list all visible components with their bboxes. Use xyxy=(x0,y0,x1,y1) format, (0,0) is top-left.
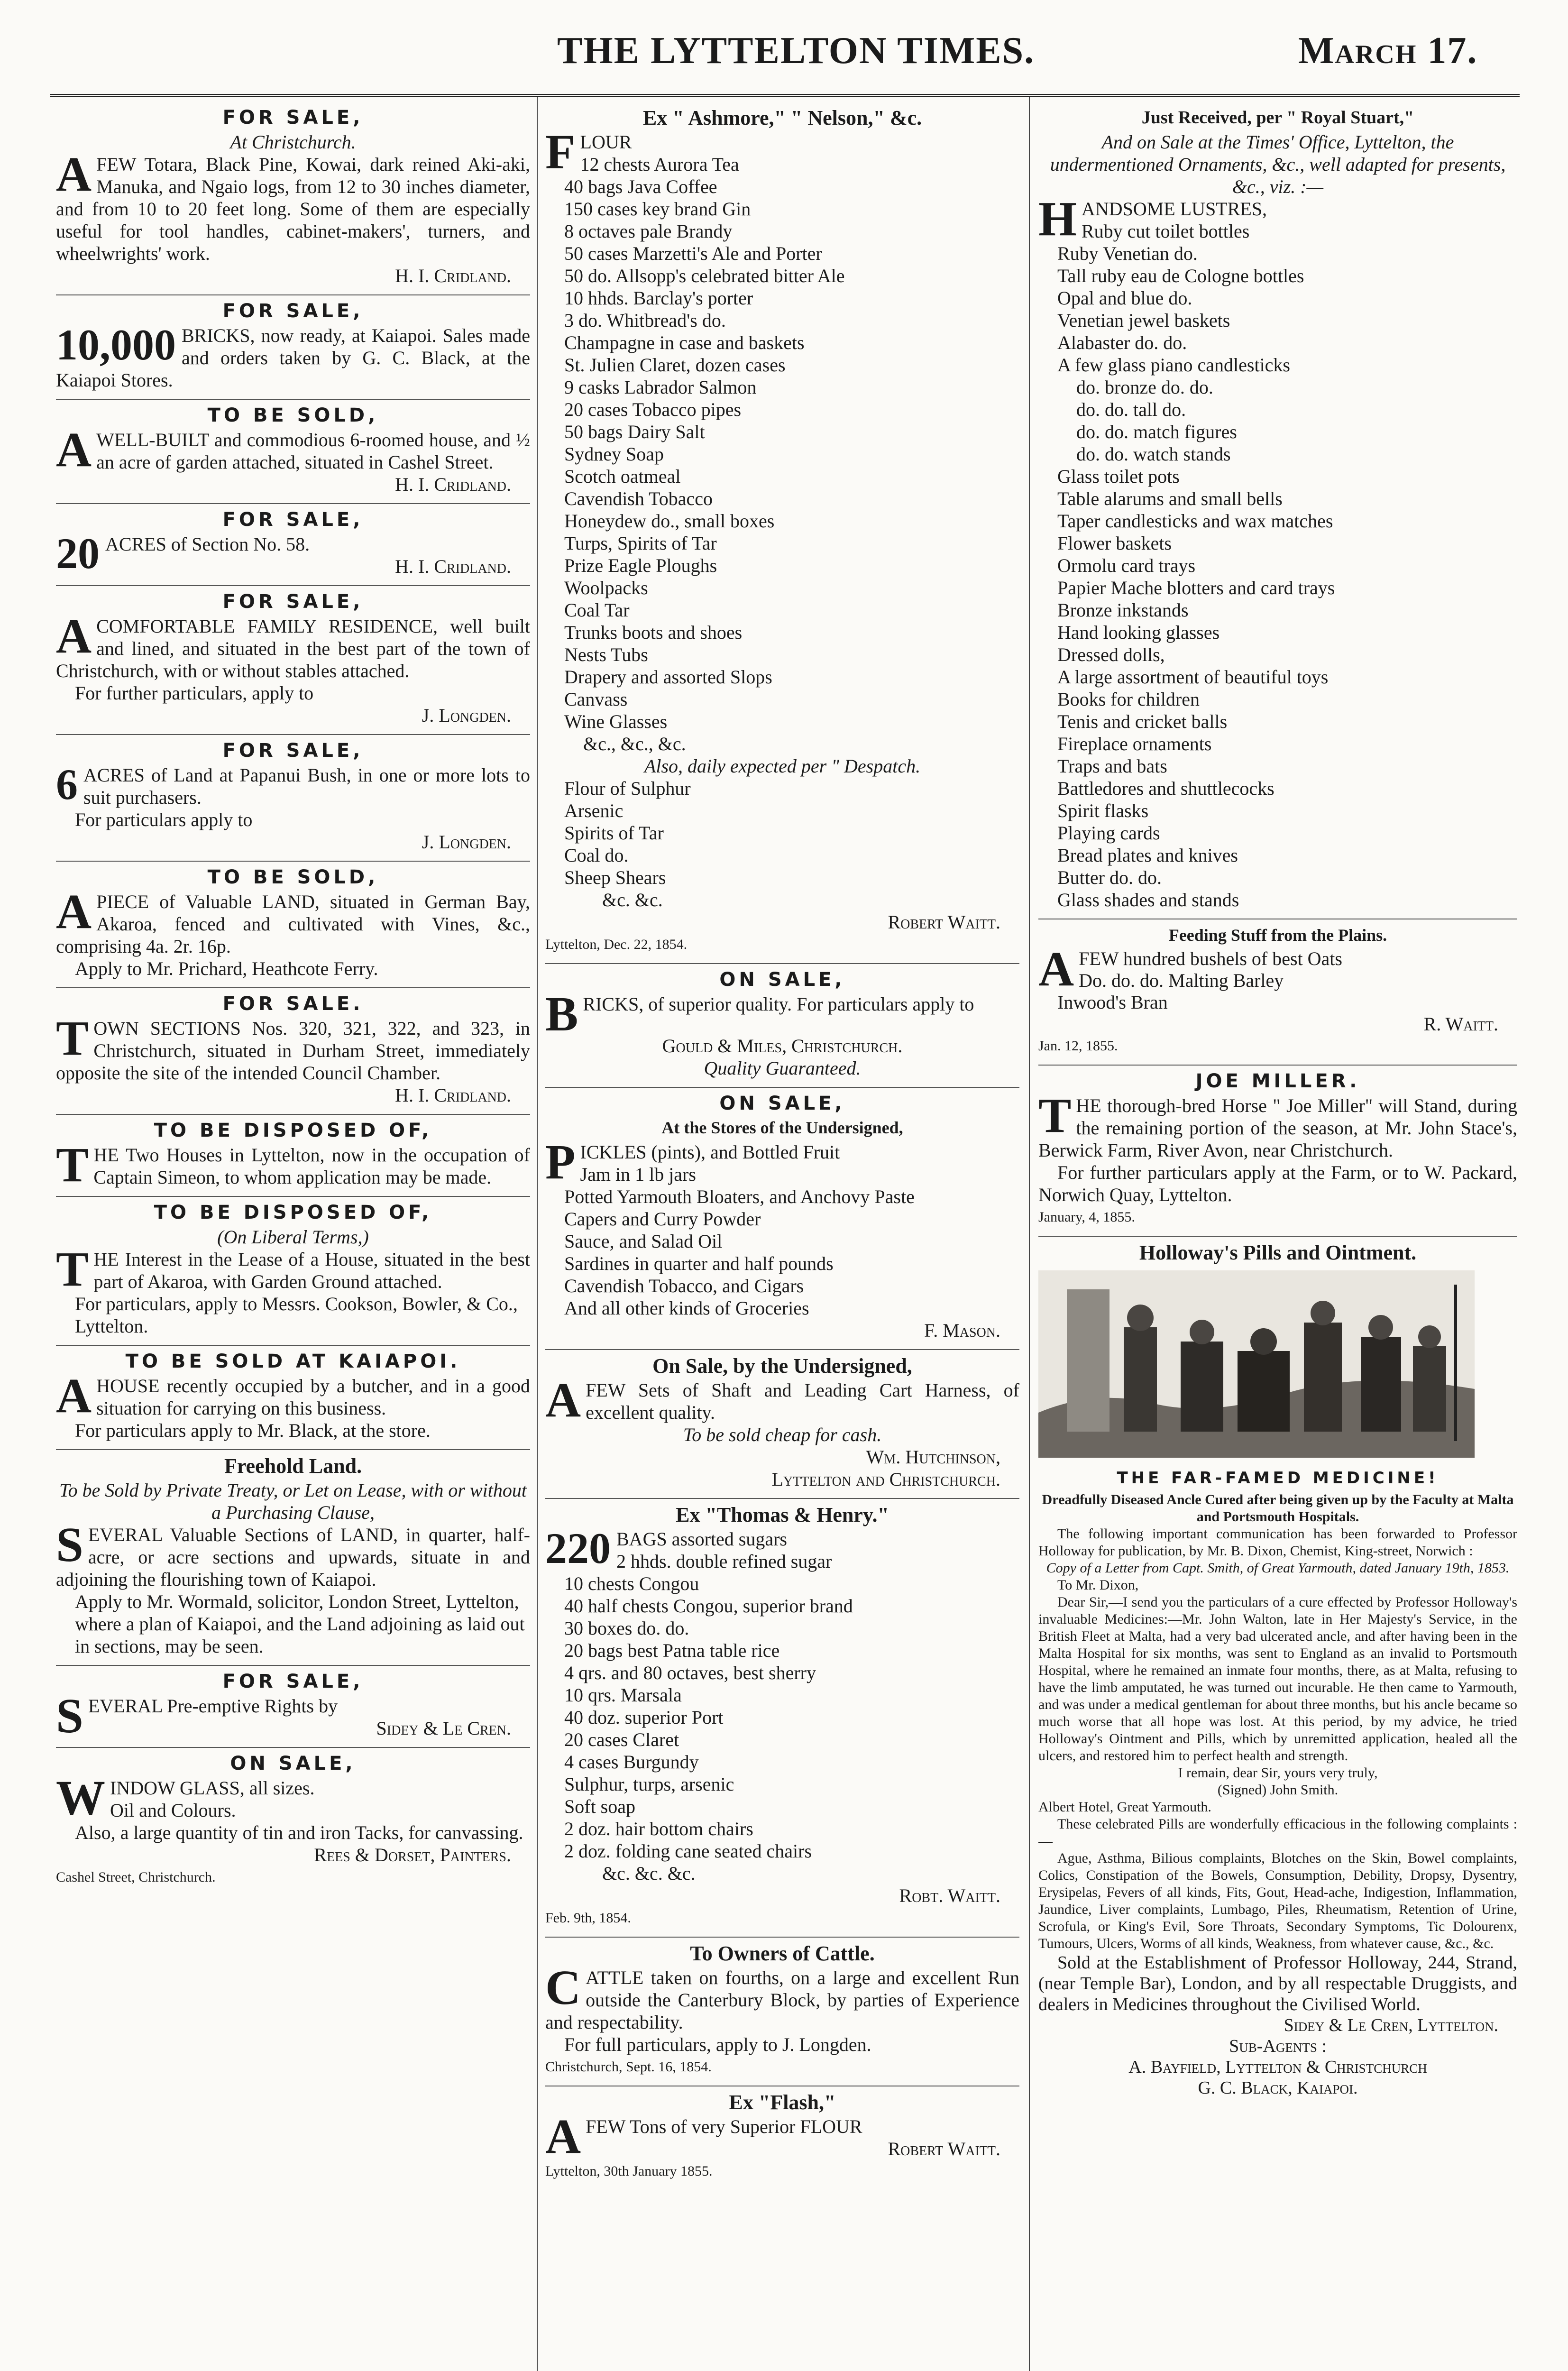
advert-heading: FOR SALE, xyxy=(222,740,364,762)
list-item: 2 hhds. double refined sugar xyxy=(616,1551,832,1572)
advert-date: January, 4, 1855. xyxy=(1038,1209,1135,1225)
advert-text: For particulars apply to Mr. Black, at the store. xyxy=(75,1420,431,1441)
list-item: Coal do. xyxy=(564,845,629,866)
letter-text: Dear Sir,—I send you the particulars of a cure effected by Professor Holloway's invaluable Medicines:—Mr. John Walton, late in Her Majesty's Service, in the British Fleet at Malta, had a very bad ulcerated ancle, and after having been in the Malta Hospital for six months, was sent to England as an invalid to Portsmouth Hospital, where he remained an inmate four months, there, as at Malta, refusing to have the limb amputated, he was turned out incurable. He then came to Yarmouth, and was under a medical gentleman for about three months, but his ancle became so much worse that all hope was lost. At this period, by my advice, he tried Holloway's Ointment and Pills, which by unremitted application, healed all the ulcers, and restored him to perfect health and strength. xyxy=(1038,1594,1517,1764)
masthead-rule xyxy=(50,94,1520,97)
advert xyxy=(56,586,530,735)
advert-body xyxy=(56,1369,530,1423)
list-item: Trunks boots and shoes xyxy=(564,622,743,643)
advert-holloway xyxy=(1038,1237,1517,2106)
newspaper-title: THE LYTTELTON TIMES. xyxy=(557,30,1035,72)
advert-signature: J. Longden. xyxy=(422,831,511,853)
list-item: Soft soap xyxy=(564,1796,635,1817)
advert-text: INDOW GLASS, all sizes. xyxy=(110,1777,315,1799)
advert-harness xyxy=(545,1350,1019,1499)
advert-cattle xyxy=(545,1938,1019,2086)
advert-text: Sub-Agents : xyxy=(1229,2036,1327,2056)
advert-ashmore xyxy=(545,102,1019,964)
advert xyxy=(56,862,530,988)
drop-cap: A xyxy=(545,1373,581,1427)
list-item: Taper candlesticks and wax matches xyxy=(1057,510,1333,532)
advert-text: Apply to Mr. Wormald, solicitor, London Street, Lyttelton, where a plan of Kaiapoi, and the Land adjoining as laid out in sections, may be seen. xyxy=(75,1591,525,1657)
advert xyxy=(56,1666,530,1748)
advert-text: WELL-BUILT and commodious 6-roomed house, and ½ an acre of garden attached, situated in Cashel Street. xyxy=(96,429,530,473)
advert-body xyxy=(56,1138,530,1192)
advert xyxy=(56,1748,530,1896)
advert-text: OWN SECTIONS Nos. 320, 321, 322, and 323, in Christchurch, situated in Durham Street, immediately opposite the site of the intended Council Chamber. xyxy=(56,1018,530,1084)
list-item: Sulphur, turps, arsenic xyxy=(564,1774,734,1795)
advert-note: To be sold cheap for cash. xyxy=(683,1424,882,1445)
list-item: Venetian jewel baskets xyxy=(1057,310,1230,331)
advert-heading: To Owners of Cattle. xyxy=(690,1942,875,1965)
advert-text: The following important communication has been forwarded to Professor Holloway for publication, by Mr. B. Dixon, Chemist, King-street, Norwich : xyxy=(1038,1526,1517,1559)
drop-cap: S xyxy=(56,1517,83,1572)
list-item: Cavendish Tobacco xyxy=(564,488,713,509)
goods-list xyxy=(545,1550,1019,1884)
advert-text: EVERAL Pre-emptive Rights by xyxy=(88,1695,338,1717)
advert-body xyxy=(56,1242,530,1296)
drop-cap: A xyxy=(56,1369,92,1423)
advert-text: For further particulars, apply to xyxy=(75,682,314,704)
advert-heading: ON SALE, xyxy=(230,1753,356,1774)
list-item: Opal and blue do. xyxy=(1057,287,1192,309)
advert xyxy=(56,735,530,862)
advert-subheading: Also, daily expected per " Despatch. xyxy=(644,755,921,777)
advert-text: ICKLES (pints), and Bottled Fruit xyxy=(580,1141,840,1163)
list-item: Woolpacks xyxy=(564,577,648,598)
advert-signature: F. Mason. xyxy=(924,1320,1000,1341)
advert-address: Cashel Street, Christchurch. xyxy=(56,1869,216,1885)
advert-text: Inwood's Bran xyxy=(1057,992,1168,1013)
large-number: 20 xyxy=(56,529,100,578)
advert-text: A. Bayfield, Lyttelton & Christchurch xyxy=(1128,2057,1427,2077)
list-item: Traps and bats xyxy=(1057,755,1167,777)
advert-subheading: And on Sale at the Times' Office, Lyttelton, the undermentioned Ornaments, &c., well adapted for presents, &c., viz. :— xyxy=(1050,131,1506,197)
advert-heading: Ex " Ashmore," " Nelson," &c. xyxy=(642,106,922,129)
list-item: do. do. watch stands xyxy=(1076,443,1231,465)
advert-body xyxy=(56,760,530,809)
list-item: Wine Glasses xyxy=(564,711,668,732)
drop-cap: H xyxy=(1038,192,1077,246)
large-number: 10,000 xyxy=(56,321,176,369)
list-item: Papier Mache blotters and card trays xyxy=(1057,577,1335,598)
advert-bricks xyxy=(545,964,1019,1088)
list-item: Canvass xyxy=(564,689,628,710)
advert-text: Oil and Colours. xyxy=(110,1800,236,1821)
issue-date: March 17. xyxy=(1298,30,1478,72)
advert-text: (Signed) John Smith. xyxy=(1217,1782,1339,1798)
list-item: Fireplace ornaments xyxy=(1057,733,1212,754)
large-number: 6 xyxy=(56,760,78,809)
advert-body xyxy=(56,321,530,391)
advert-date: Lyttelton, 30th January 1855. xyxy=(545,2163,713,2179)
drop-cap: A xyxy=(56,147,92,202)
list-item: 2 doz. folding cane seated chairs xyxy=(564,1840,812,1862)
advert xyxy=(56,295,530,400)
advert-text: PIECE of Valuable LAND, situated in German Bay, Akaroa, fenced and cultivated with Vines, &c., comprising 4a. 2r. 16p. xyxy=(56,891,530,957)
advert-heading: ON SALE, xyxy=(719,969,845,991)
advert-heading: TO BE SOLD, xyxy=(207,866,379,888)
advert-text: For particulars, apply to Messrs. Cookson, Bowler, & Co., Lyttelton. xyxy=(75,1293,518,1337)
advert-signature: Rees & Dorset, Painters. xyxy=(314,1844,511,1866)
list-item: do. do. match figures xyxy=(1076,421,1237,442)
advert-text: HE thorough-bred Horse " Joe Miller" will Stand, during the remaining portion of the season, at Mr. John Stace's, Berwick Farm, River Avon, near Christchurch. xyxy=(1038,1095,1517,1161)
list-item: Prize Eagle Ploughs xyxy=(564,555,717,576)
drop-cap: W xyxy=(56,1771,105,1825)
advert-date: Lyttelton, Dec. 22, 1854. xyxy=(545,937,688,952)
advert-signature: H. I. Cridland. xyxy=(395,1084,511,1106)
advert-pickles xyxy=(545,1088,1019,1350)
column-divider xyxy=(1029,97,1030,2371)
list-item: Flour of Sulphur xyxy=(564,778,691,799)
list-item: A large assortment of beautiful toys xyxy=(1057,666,1329,688)
list-item: Bronze inkstands xyxy=(1057,599,1189,621)
list-item: Hand looking glasses xyxy=(1057,622,1220,643)
goods-list xyxy=(545,153,1019,755)
advert-signature: Gould & Miles, Christchurch. xyxy=(662,1035,903,1057)
large-number: 220 xyxy=(545,1524,611,1572)
advert-heading: FOR SALE, xyxy=(222,1671,364,1692)
illustration-caption: THE FAR-FAMED MEDICINE! xyxy=(1117,1469,1439,1488)
complaints-list: Ague, Asthma, Bilious complaints, Blotches on the Skin, Bowel complaints, Colics, Constipation of the Bowels, Consumption, Debility, Dropsy, Dysentry, Erysipelas, Fevers of all kinds, Fits, Gout, Head-ache, Indigestion, Inflammation, Jaundice, Liver complaints, Lumbago, Piles, Rheumatism, Retention of Urine, Scrofula, or King's Evil, Sore Throats, Secondary Symptoms, Tic Dolourenx, Tumours, Ulcers, Worms of all kinds, Weakness, from whatever cause, &c., &c. xyxy=(1038,1850,1517,1951)
advert-heading: FOR SALE, xyxy=(222,107,364,129)
advert xyxy=(56,1197,530,1346)
advert-text: LOUR xyxy=(580,131,632,153)
list-item: do. do. tall do. xyxy=(1076,399,1186,420)
list-item: Honeydew do., small boxes xyxy=(564,510,775,532)
list-item: Dressed dolls, xyxy=(1057,644,1165,665)
advert-text: Copy of a Letter from Capt. Smith, of Great Yarmouth, dated January 19th, 1853. xyxy=(1046,1560,1510,1576)
list-item: Spirit flasks xyxy=(1057,800,1149,821)
list-item: Spirits of Tar xyxy=(564,822,664,844)
list-item: Sheep Shears xyxy=(564,867,666,888)
list-item: 8 octaves pale Brandy xyxy=(564,221,733,242)
advert-heading: Holloway's Pills and Ointment. xyxy=(1139,1241,1417,1264)
list-item: Coal Tar xyxy=(564,599,630,621)
list-item: Table alarums and small bells xyxy=(1057,488,1283,509)
advert-text: ATTLE taken on fourths, on a large and excellent Run outside the Canterbury Block, by parties of Experience and respectability. xyxy=(545,1967,1019,2033)
masthead xyxy=(0,0,1568,95)
list-item: Jam in 1 lb jars xyxy=(580,1164,696,1185)
advert-text: HE Two Houses in Lyttelton, now in the occupation of Captain Simeon, to whom application may be made. xyxy=(93,1144,530,1188)
advert-heading: FOR SALE, xyxy=(222,591,364,613)
goods-list xyxy=(545,1163,1019,1319)
list-item: Bread plates and knives xyxy=(1057,845,1238,866)
list-item: do. bronze do. do. xyxy=(1076,377,1213,398)
list-item: Tenis and cricket balls xyxy=(1057,711,1228,732)
advert-text: FEW Sets of Shaft and Leading Cart Harness, of excellent quality. xyxy=(586,1379,1019,1423)
drop-cap: A xyxy=(1038,942,1074,996)
list-item: 40 doz. superior Port xyxy=(564,1707,724,1728)
advert-text: For full particulars, apply to J. Longden. xyxy=(564,2034,871,2055)
advert-signature: Sidey & Le Cren. xyxy=(376,1718,511,1739)
advert-text: For further particulars apply at the Farm, or to W. Packard, Norwich Quay, Lyttelton. xyxy=(1038,1162,1517,1205)
list-item: Champagne in case and baskets xyxy=(564,332,805,353)
advert-signature: Robert Waitt. xyxy=(888,2138,1000,2160)
list-item: Cavendish Tobacco, and Cigars xyxy=(564,1275,804,1296)
drop-cap: F xyxy=(545,125,576,179)
list-item: 9 casks Labrador Salmon xyxy=(564,377,757,398)
list-item: 20 cases Claret xyxy=(564,1729,679,1750)
advert-signature: R. Waitt. xyxy=(1423,1013,1498,1035)
advert-joe-miller xyxy=(1038,1066,1517,1237)
list-item: Butter do. do. xyxy=(1057,867,1162,888)
advert-text: For particulars apply to xyxy=(75,809,253,830)
list-item: 150 cases key brand Gin xyxy=(564,198,751,220)
advert-text: COMFORTABLE FAMILY RESIDENCE, well built and lined, and situated in the best part of the town of Christchurch, with or without stables attached. xyxy=(56,616,530,681)
list-item: And all other kinds of Groceries xyxy=(564,1297,809,1319)
list-item: 20 cases Tobacco pipes xyxy=(564,399,742,420)
advert-text: Do. do. do. Malting Barley xyxy=(1079,970,1284,991)
advert xyxy=(56,988,530,1115)
advert-heading: TO BE DISPOSED OF, xyxy=(154,1202,432,1223)
advert-body xyxy=(56,609,530,682)
advert-heading: FOR SALE. xyxy=(222,993,364,1015)
advert xyxy=(56,1115,530,1197)
advert-text: Also, a large quantity of tin and iron Tacks, for canvassing. xyxy=(75,1822,523,1843)
goods-list xyxy=(545,777,1019,911)
advert-text: ACRES of Section No. 58. xyxy=(105,533,310,555)
list-item: 20 bags best Patna table rice xyxy=(564,1640,780,1661)
advert-body xyxy=(545,1960,1019,2033)
list-item: 30 boxes do. do. xyxy=(564,1617,689,1639)
list-item: A few glass piano candlesticks xyxy=(1057,354,1290,376)
list-item: 40 bags Java Coffee xyxy=(564,176,717,197)
advert-text: BRICKS, now ready, at Kaiapoi. Sales made and orders taken by G. C. Black, at the Kaiapoi Stores. xyxy=(56,325,530,391)
drop-cap: T xyxy=(1038,1088,1072,1143)
advert-body xyxy=(1038,1088,1517,1161)
advert-date: Jan. 12, 1855. xyxy=(1038,1038,1118,1054)
advert-feeding-stuff xyxy=(1038,919,1517,1066)
advert xyxy=(56,102,530,295)
drop-cap: P xyxy=(545,1135,576,1189)
advert-body xyxy=(56,423,530,477)
list-item: 10 hhds. Barclay's porter xyxy=(564,287,753,309)
drop-cap: A xyxy=(56,609,92,663)
advert-date: Feb. 9th, 1854. xyxy=(545,1910,631,1926)
list-item: 10 qrs. Marsala xyxy=(564,1684,682,1706)
advert-text: ACRES of Land at Papanui Bush, in one or more lots to suit purchasers. xyxy=(83,764,530,808)
advert-text: RICKS, of superior quality. For particulars apply to xyxy=(583,993,974,1015)
drop-cap: B xyxy=(545,987,578,1041)
advert-signature: H. I. Cridland. xyxy=(395,474,511,495)
list-item: 50 cases Marzetti's Ale and Porter xyxy=(564,243,822,264)
advert-heading: On Sale, by the Undersigned, xyxy=(652,1354,912,1378)
list-item: 40 half chests Congou, superior brand xyxy=(564,1595,853,1617)
advert-subheading: At Christchurch. xyxy=(230,131,356,153)
drop-cap: T xyxy=(56,1138,89,1192)
list-item: 3 do. Whitbread's do. xyxy=(564,310,726,331)
advert-signature: H. I. Cridland. xyxy=(395,265,511,286)
list-item: Battledores and shuttlecocks xyxy=(1057,778,1275,799)
column-3 xyxy=(1038,102,1517,2371)
advert-subheading: To be Sold by Private Treaty, or Let on Lease, with or without a Purchasing Clause, xyxy=(59,1480,527,1523)
advert-body xyxy=(56,1011,530,1084)
advert-heading: FOR SALE, xyxy=(222,300,364,322)
goods-list xyxy=(1038,220,1517,911)
list-item: Turps, Spirits of Tar xyxy=(564,533,717,554)
advert-heading: Freehold Land. xyxy=(224,1454,362,1478)
advert-subheading: At the Stores of the Undersigned, xyxy=(661,1118,903,1137)
advert-heading: TO BE SOLD AT KAIAPOI. xyxy=(125,1351,461,1372)
advert-text: HE Interest in the Lease of a House, situated in the best part of Akaroa, with Garden Ground attached. xyxy=(93,1249,530,1292)
list-item: Ruby cut toilet bottles xyxy=(1081,221,1250,242)
list-item: Sydney Soap xyxy=(564,443,664,465)
advert-note: Quality Guaranteed. xyxy=(704,1057,861,1079)
list-item: Tall ruby eau de Cologne bottles xyxy=(1057,265,1304,286)
advert-thomas-henry xyxy=(545,1499,1019,1938)
drop-cap: A xyxy=(56,423,92,477)
advert-heading: FOR SALE, xyxy=(222,509,364,531)
list-item: 50 do. Allsopp's celebrated bitter Ale xyxy=(564,265,845,286)
list-item: Glass toilet pots xyxy=(1057,466,1180,487)
advert-text: G. C. Black, Kaiapoi. xyxy=(1198,2078,1358,2098)
drop-cap: A xyxy=(545,2109,581,2164)
column-2 xyxy=(545,102,1019,2371)
advert-body xyxy=(56,884,530,957)
advert-text: FEW Totara, Black Pine, Kowai, dark reined Aki-aki, Manuka, and Ngaio logs, from 12 to 30 inches diameter, and from 10 to 20 feet long. Some of them are especially useful for tool handles, cabinet-makers', turners, and wheelwrights' work. xyxy=(56,154,530,264)
advert-text: To Mr. Dixon, xyxy=(1057,1577,1139,1593)
list-item: Playing cards xyxy=(1057,822,1160,844)
advert-heading: TO BE SOLD, xyxy=(207,404,379,426)
advert-heading: TO BE DISPOSED OF, xyxy=(154,1120,432,1141)
advert-text: I remain, dear Sir, yours very truly, xyxy=(1178,1765,1378,1781)
drop-cap: S xyxy=(56,1689,83,1743)
advert-heading: Just Received, per " Royal Stuart," xyxy=(1141,108,1414,128)
advert-text: BAGS assorted sugars xyxy=(616,1528,787,1550)
list-item: Sardines in quarter and half pounds xyxy=(564,1253,834,1274)
advert-signature: J. Longden. xyxy=(422,705,511,726)
advert-body xyxy=(56,1517,530,1590)
advert-text: FEW hundred bushels of best Oats xyxy=(1079,948,1342,969)
list-item: Glass shades and stands xyxy=(1057,889,1239,910)
advert-body xyxy=(545,987,1019,1041)
advert-flash xyxy=(545,2086,1019,2190)
advert-text: HOUSE recently occupied by a butcher, and in a good situation for carrying on this business. xyxy=(96,1375,530,1419)
list-item: Nests Tubs xyxy=(564,644,648,665)
list-item: Sauce, and Salad Oil xyxy=(564,1231,723,1252)
list-item: &c. &c. &c. xyxy=(602,1863,696,1884)
list-item: Alabaster do. do. xyxy=(1057,332,1187,353)
list-item: Potted Yarmouth Bloaters, and Anchovy Paste xyxy=(564,1186,915,1207)
advert-heading: ON SALE, xyxy=(719,1093,845,1114)
list-item: 12 chests Aurora Tea xyxy=(580,154,739,175)
advert xyxy=(56,400,530,504)
drop-cap: A xyxy=(56,884,92,939)
advert-heading: Feeding Stuff from the Plains. xyxy=(1168,926,1387,945)
advert-text: Dreadfully Diseased Ancle Cured after being given up by the Faculty at Malta and Portsmouth Hospitals. xyxy=(1042,1492,1514,1525)
advert-signature: H. I. Cridland. xyxy=(395,556,511,577)
advert-text: Albert Hotel, Great Yarmouth. xyxy=(1038,1799,1211,1815)
advert-signature: Robert Waitt. xyxy=(888,911,1000,933)
advert-signature: Wm. Hutchinson, xyxy=(866,1446,1000,1468)
advert-text: Apply to Mr. Prichard, Heathcote Ferry. xyxy=(75,958,378,979)
engraving-illustration xyxy=(1038,1270,1475,1458)
advert xyxy=(56,1450,530,1666)
list-item: Ormolu card trays xyxy=(1057,555,1196,576)
advert-royal-stuart xyxy=(1038,102,1517,919)
drop-cap: T xyxy=(56,1011,89,1066)
list-item: Ruby Venetian do. xyxy=(1057,243,1198,264)
list-item: &c. &c. xyxy=(602,889,663,910)
advert-date: Christchurch, Sept. 16, 1854. xyxy=(545,2059,712,2075)
advert-text: These celebrated Pills are wonderfully efficacious in the following complaints :— xyxy=(1038,1816,1517,1849)
list-item: 4 cases Burgundy xyxy=(564,1751,699,1773)
list-item: 10 chests Congou xyxy=(564,1573,699,1594)
advert-body xyxy=(56,147,530,265)
list-item: St. Julien Claret, dozen cases xyxy=(564,354,786,376)
list-item: 2 doz. hair bottom chairs xyxy=(564,1818,753,1839)
list-item: Arsenic xyxy=(564,800,624,821)
column-divider xyxy=(537,97,538,2371)
column-1 xyxy=(56,102,530,2371)
advert-heading: JOE MILLER. xyxy=(1195,1070,1360,1092)
drop-cap: C xyxy=(545,1960,581,2015)
advert-heading: Ex "Thomas & Henry." xyxy=(676,1503,889,1526)
advert-text: Sold at the Establishment of Professor Holloway, 244, Strand, (near Temple Bar), London, and by all respectable Druggists, and dealers in Medicines throughout the Civilised World. xyxy=(1038,1953,1517,2014)
advert-signature: Lyttelton and Christchurch. xyxy=(771,1469,1000,1490)
advert-text: EVERAL Valuable Sections of LAND, in quarter, half-acre, or acre sections and upwards, situate in and adjoining the flourishing town of Kaiapoi. xyxy=(56,1524,530,1590)
list-item: Capers and Curry Powder xyxy=(564,1208,761,1230)
advert-signature: Robt. Waitt. xyxy=(899,1885,1000,1906)
advert-text: ANDSOME LUSTRES, xyxy=(1081,198,1267,220)
advert-heading: Ex "Flash," xyxy=(729,2091,836,2114)
list-item: Drapery and assorted Slops xyxy=(564,666,772,688)
list-item: 50 bags Dairy Salt xyxy=(564,421,705,442)
advert xyxy=(56,504,530,586)
list-item: Books for children xyxy=(1057,689,1200,710)
advert-text: FEW Tons of very Superior FLOUR xyxy=(586,2116,862,2137)
list-item: Scotch oatmeal xyxy=(564,466,681,487)
advert-signature: Sidey & Le Cren, Lyttelton. xyxy=(1284,2015,1498,2035)
advert-body xyxy=(545,1373,1019,1427)
list-item: Flower baskets xyxy=(1057,533,1172,554)
drop-cap: T xyxy=(56,1242,89,1296)
advert xyxy=(56,1346,530,1450)
list-item: &c., &c., &c. xyxy=(583,733,686,754)
advert-subheading: (On Liberal Terms,) xyxy=(217,1226,369,1248)
list-item: 4 qrs. and 80 octaves, best sherry xyxy=(564,1662,816,1683)
